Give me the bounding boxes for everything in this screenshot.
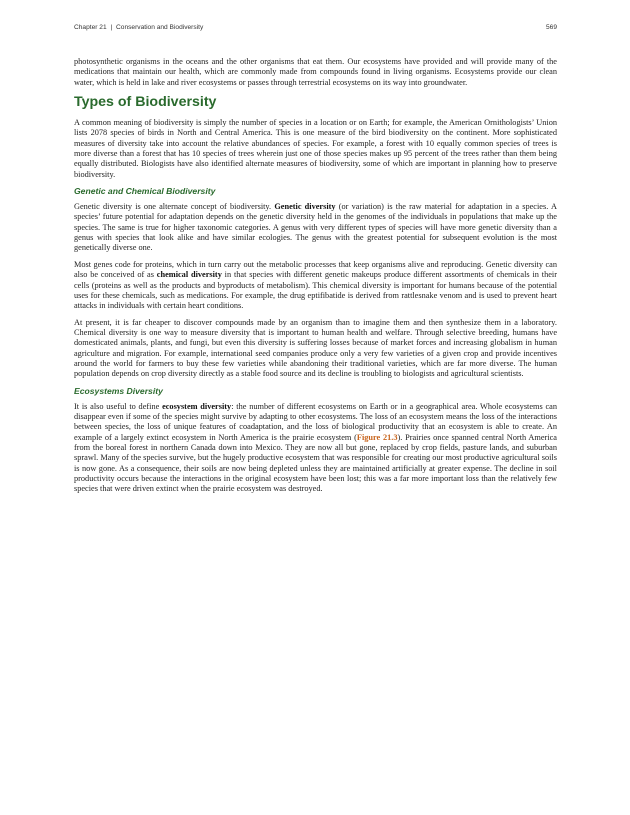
- genetic-chemical-heading: Genetic and Chemical Biodiversity: [74, 186, 216, 197]
- ecosystem-diversity-paragraph: [74, 402, 557, 495]
- page-number: 569: [545, 24, 557, 31]
- term-chemical-diversity: chemical diversity: [156, 270, 222, 280]
- chemical-diversity-paragraph: [74, 260, 557, 312]
- biodiversity-definition-paragraph: A common meaning of biodiversity is simply the number of species in a location or on Earth; for example, the American Ornithologists’ Union lists 2078 species of birds in North and Central America. This is one measure of the bird biodiversity on the continent. More sophisticated measures of diversity take into account the relative abundances of species. For example, a forest with 10 equally common species of trees is more diverse than a forest that has 10 species of trees wherein just one of those species makes up 95 percent of the trees rather than them being equally distributed. Biologists have also identified alternate measures of biodiversity, some of which are important in planning how to preserve biodiversity.: [74, 118, 557, 179]
- term-ecosystem-diversity: ecosystem diversity: [162, 401, 232, 411]
- text-span: in that species with different genetic makeups produce different assortments of chemicals in their cells (proteins as well as the products and byproducts of metabolism). This chemical diversity is important for humans because of the potential uses for these chemicals, such as medications. For example, the drug eptifibatide is derived from rattlesnake venom and is used to prevent heart attacks in individuals with certain heart conditions.: [74, 270, 557, 311]
- chapter-label: [74, 24, 203, 31]
- section-title: Types of Biodiversity: [74, 94, 217, 111]
- genetic-diversity-paragraph: [74, 202, 557, 254]
- intro-paragraph: photosynthetic organisms in the oceans and the other organisms that eat them. Our ecosystems have provided and will provide many of the medications that maintain our health, which are commonly made from compounds found in living organisms. Ecosystems provide our clean water, which is held in lake and river ecosystems or passes through terrestrial ecosystems on its way into groundwater.: [74, 57, 557, 87]
- ecosystems-diversity-heading: Ecosystems Diversity: [74, 385, 163, 396]
- figure-21-3-link[interactable]: Figure 21.3: [356, 432, 398, 442]
- chapter-number: Chapter 21: [74, 24, 107, 31]
- text-span: Most genes code for proteins, which in turn carry out the metabolic processes that keep organisms alive and reproducing. Genetic diversity can also be conceived of as: [74, 259, 557, 280]
- document-page: [74, 24, 557, 501]
- chapter-title: Conservation and Biodiversity: [116, 24, 204, 31]
- running-header: [74, 24, 557, 31]
- header-separator: |: [110, 24, 113, 31]
- text-span: ). Prairies once spanned central North America from the boreal forest in northern Canada down into Mexico. They are now all but gone, replaced by crop fields, pasture lands, and suburban sprawl. Many of the species survive, but the hugely productive ecosystem that was responsible for creating our most productive agricultural soils is now gone. As a consequence, their soils are now being depleted unless they are maintained artificially at greater expense. The decline in soil productivity occurs because the interactions in the original ecosystem have been lost; this was a far more important loss than the relatively few species that were driven extinct when the prairie ecosystem was destroyed.: [74, 432, 557, 494]
- text-span: : the number of different ecosystems on Earth or in a geographical area. Whole ecosystems can disappear even if some of the species might survive by adapting to other ecosystems. The loss of an ecosystem means the loss of the interactions between species, the loss of unique features of coadaptation, and the loss of biological productivity that an ecosystem is able to create. An example of a largely extinct ecosystem in North America is the prairie ecosystem (: [74, 401, 557, 442]
- text-span: It is also useful to define: [74, 401, 163, 411]
- crop-diversity-paragraph: At present, it is far cheaper to discover compounds made by an organism than to imagine them and then synthesize them in a laboratory. Chemical diversity is one way to measure diversity that is important to human health and welfare. Through selective breeding, humans have domesticated animals, plants, and fungi, but even this diversity is suffering losses because of market forces and increasing globalism in human agriculture and migration. For example, international seed companies produce only a very few varieties of a given crop and provide incentives around the world for farmers to buy these few varieties while abandoning their traditional varieties, which are far more diverse. The human population depends on crop diversity directly as a stable food source and its decline is troubling to biologists and agricultural scientists.: [74, 317, 557, 379]
- text-span: Genetic diversity is one alternate concept of biodiversity.: [74, 202, 275, 212]
- text-span: (or variation) is the raw material for adaptation in a species. A species’ future potential for adaptation depends on the genetic diversity held in the genomes of the individuals in populations that make up the species. The same is true for higher taxonomic categories. A genus with very different types of species will have more genetic diversity than a genus with species that look alike and have similar ecologies. The genus with the greatest potential for subsequent evolution is the most genetically diverse one.: [74, 202, 557, 253]
- term-genetic-diversity: Genetic diversity: [274, 202, 336, 212]
